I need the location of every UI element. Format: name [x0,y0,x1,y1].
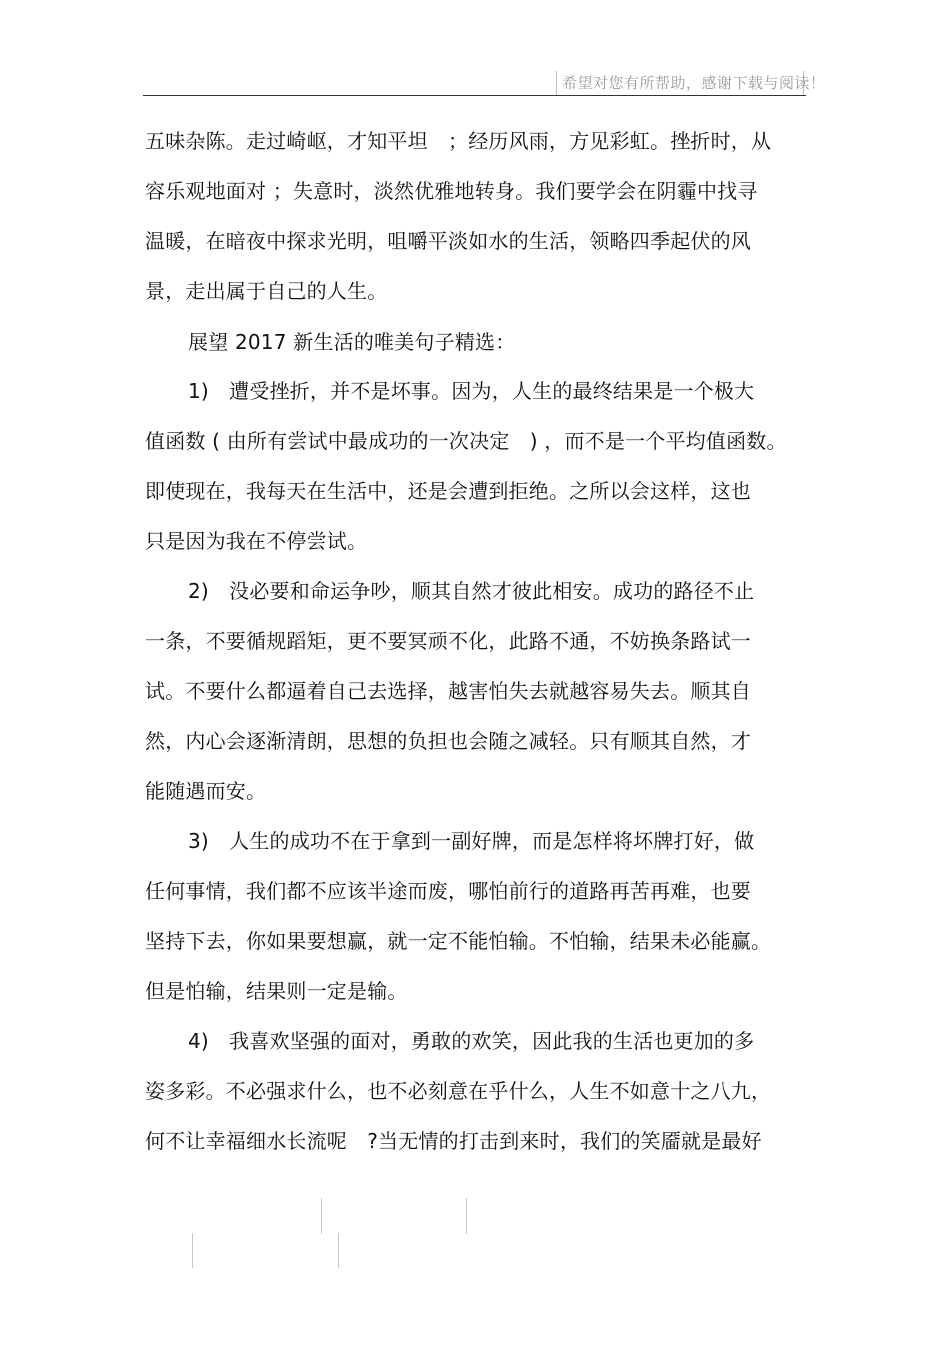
header-text: 希望对您有所帮助，感谢下载与阅读！ [562,74,826,92]
text-line: 五味杂陈。走过崎岖，才知平坦 ；经历风雨，方见彩虹。挫折时，从 [145,129,772,153]
text-line: 只是因为我在不停尝试。 [145,529,368,553]
text-line: 一条，不要循规蹈矩，更不要冥顽不化，此路不通，不妨换条路试一 [145,629,751,653]
text-line: 值函数 ( 由所有尝试中最成功的一次决定 ) ，而不是一个平均值函数。 [145,429,787,453]
text-line: 然，内心会逐渐清朗，思想的负担也会随之减轻。只有顺其自然，才 [145,729,751,753]
scan-mark [466,1198,467,1234]
header-rule [143,95,806,96]
text-line: 即使现在，我每天在生活中，还是会遭到拒绝。之所以会这样，这也 [145,479,751,503]
section-heading: 展望 2017 新生活的唯美句子精选： [188,330,516,354]
scan-mark [192,1233,193,1268]
text-line: 景，走出属于自己的人生。 [145,279,388,303]
text-line: 坚持下去，你如果要想赢，就一定不能怕输。不怕输，结果未必能赢。 [145,929,772,953]
text-line: 2) 没必要和命运争吵，顺其自然才彼此相安。成功的路径不止 [188,579,755,603]
text-line: 容乐观地面对 ；失意时，淡然优雅地转身。我们要学会在阴霾中找寻 [145,179,758,203]
text-line: 但是怕输，结果则一定是输。 [145,979,408,1003]
text-line: 3) 人生的成功不在于拿到一副好牌，而是怎样将坏牌打好，做 [188,829,755,853]
text-line: 1) 遭受挫折，并不是坏事。因为，人生的最终结果是一个极大 [188,379,755,403]
text-line: 试。不要什么都逼着自己去选择，越害怕失去就越容易失去。顺其自 [145,679,751,703]
text-line: 何不让幸福细水长流呢 ?当无情的打击到来时，我们的笑靥就是最好 [145,1129,762,1153]
text-line: 姿多彩。不必强求什么，也不必刻意在乎什么，人生不如意十之八九， [145,1079,772,1103]
scan-mark [338,1233,339,1268]
scan-mark [321,1198,322,1234]
text-line: 任何事情，我们都不应该半途而废，哪怕前行的道路再苦再难，也要 [145,879,751,903]
text-line: 4) 我喜欢坚强的面对，勇敢的欢笑，因此我的生活也更加的多 [188,1029,755,1053]
text-line: 能随遇而安。 [145,779,267,803]
text-line: 温暖，在暗夜中探求光明，咀嚼平淡如水的生活，领略四季起伏的风 [145,229,751,253]
